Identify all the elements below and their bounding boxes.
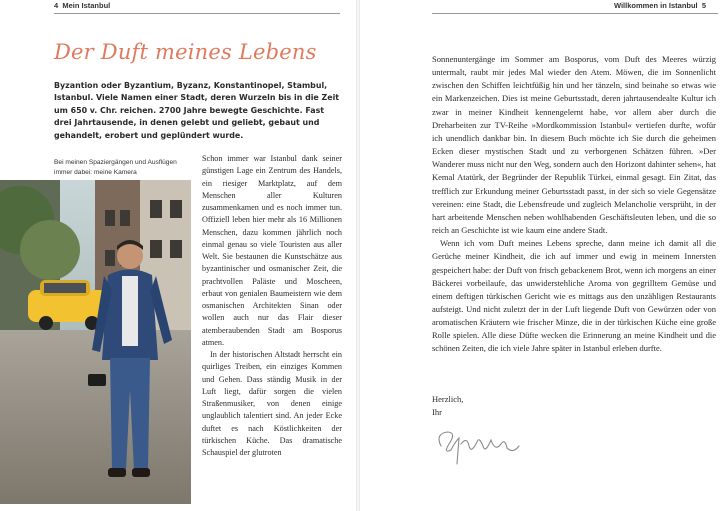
running-head-left-title: Mein Istanbul [62,1,111,10]
body-paragraph: In der historischen Altstadt herrscht ein quirliges Treiben, ein einziges Kommen und Gehen. Dass ständig Musik in der Luft liegt, dafür sorgen die vielen Straßenmusiker, von denen einige unglaublich talentiert sind. An jeder Ecke duftet es nach Köstlichkeiten der türkischen Küche. Das dramatische Schauspiel der glutroten [202,350,342,457]
closing-lines [432,393,463,419]
body-paragraph: Wenn ich vom Duft meines Lebens spreche, dann meine ich damit all die Gerüche meiner Kindheit, die ich auf immer und ewig in meinem Innersten gespeichert habe: der Duft von frisch gebackenem Brot, wenn ich morgens an einer Bäckerei vorbeilaufe, das unwiderstehliche Aroma von gegrilltem Gemüse und einem deftigen türkischen Gericht wie es mittags aus den unzähligen Restaurants aufsteigt. Und nicht zuletzt der in der Luft liegende Duft von Gewürzen oder von aromatischen Kräutern wie frischer Minze, die in der türkischen Küche eine große Rolle spielen. Alle diese Düfte wecken die Erinnerung an meine Kindheit und die schönen Zeiten, die ich viele Jahre später in Istanbul erleben durfte. [432,238,716,354]
body-paragraph: Schon immer war Istanbul dank seiner günstigen Lage ein Zentrum des Handels, ein riesiger Marktplatz, auf dem Menschen aller Kulturen zusammenkamen und es noch immer tun. Offiziell leben hier mehr als 16 Millionen Menschen, dazu kommen jährlich noch einmal genau so viele Touristen aus aller Welt. Sie bestaunen die Kunstschätze aus byzantinischer und osmanischer Zeit, die prachtvollen Paläste und Moscheen, erbaut von genialen Baumeistern wie dem osmanischen Architekten Sinan oder wollen auch nur das Flair dieser atemberaubenden Stadt am Bosporus atmen. [202,154,342,347]
running-head-left [54,1,110,10]
handwritten-signature [433,424,533,472]
street-photo [0,180,191,504]
street-photo-illustration [0,180,191,504]
body-text-left [202,153,342,459]
photo-tree [20,220,80,280]
header-rule-left [54,13,340,14]
page-number-left: 4 [54,1,59,10]
page-number-right: 5 [701,1,706,10]
intro-paragraph: Byzantion oder Byzantium, Byzanz, Konstantinopel, Stambul, Istanbul. Viele Namen einer Stadt, deren Wurzeln bis in die Zeit um 650 v. Chr. reichen. 2700 Jahre bewegte Geschichte. Fast drei Jahrtausende, in denen gelebt und geliebt, gebaut und gehandelt, erobert und geplündert wurde. [54,81,340,140]
body-paragraph: Sonnenuntergänge im Sommer am Bosporus, vom Duft des Meeres würzig untermalt, raubt mir jedes Mal wieder den Atem. Möwen, die im Sonnenlicht zwischen den Schiffen leichtfüßig hin und her tänzeln, sind beinahe so etwas wie ein Markenzeichen. Dies ist meine Geburtsstadt, deren jahrtausendealte Kultur ich zwar in meiner Kindheit kennengelernt habe, vor allem aber durch die Dreharbeiten zur TV-Reihe »Mordkommission Istanbul« vertiefen durfte, wofür ich unendlich dankbar bin. In diesem Buch möchte ich Sie durch die geheimen Ecken dieser mystischen Stadt und zu verborgenen Schätzen führen. »Der Wanderer muss nicht nur den Weg, sondern auch den Horizont dahinter sehen«, hat Kemal Atatürk, der Begründer der Republik Türkei, einmal gesagt. Ein Zitat, das trefflich zur Erkundung meiner Geburtsstadt passt, in der sich so viele Gegensätze vereinen: eine Stadt, die Lebensfreude und zugleich Melancholie versprüht, in der hart arbeitende Menschen neben wohlhabenden Geschäftsleuten leben, und die so reich an Geschichte ist wie kaum eine andere Stadt. [432,54,716,236]
photo-pavement [0,330,191,504]
photo-caption: Bei meinen Spaziergängen und Ausflügen immer dabei: meine Kamera [54,159,177,176]
closing-ihr: Ihr [432,407,442,418]
closing-greeting: Herzlich, [432,394,464,404]
left-page [0,0,356,511]
running-head-right [614,1,706,10]
running-head-right-title: Willkommen in Istanbul [613,1,698,10]
chapter-title: Der Duft meines Lebens [54,40,317,64]
header-rule-right [432,13,718,14]
body-text-right [432,53,716,356]
